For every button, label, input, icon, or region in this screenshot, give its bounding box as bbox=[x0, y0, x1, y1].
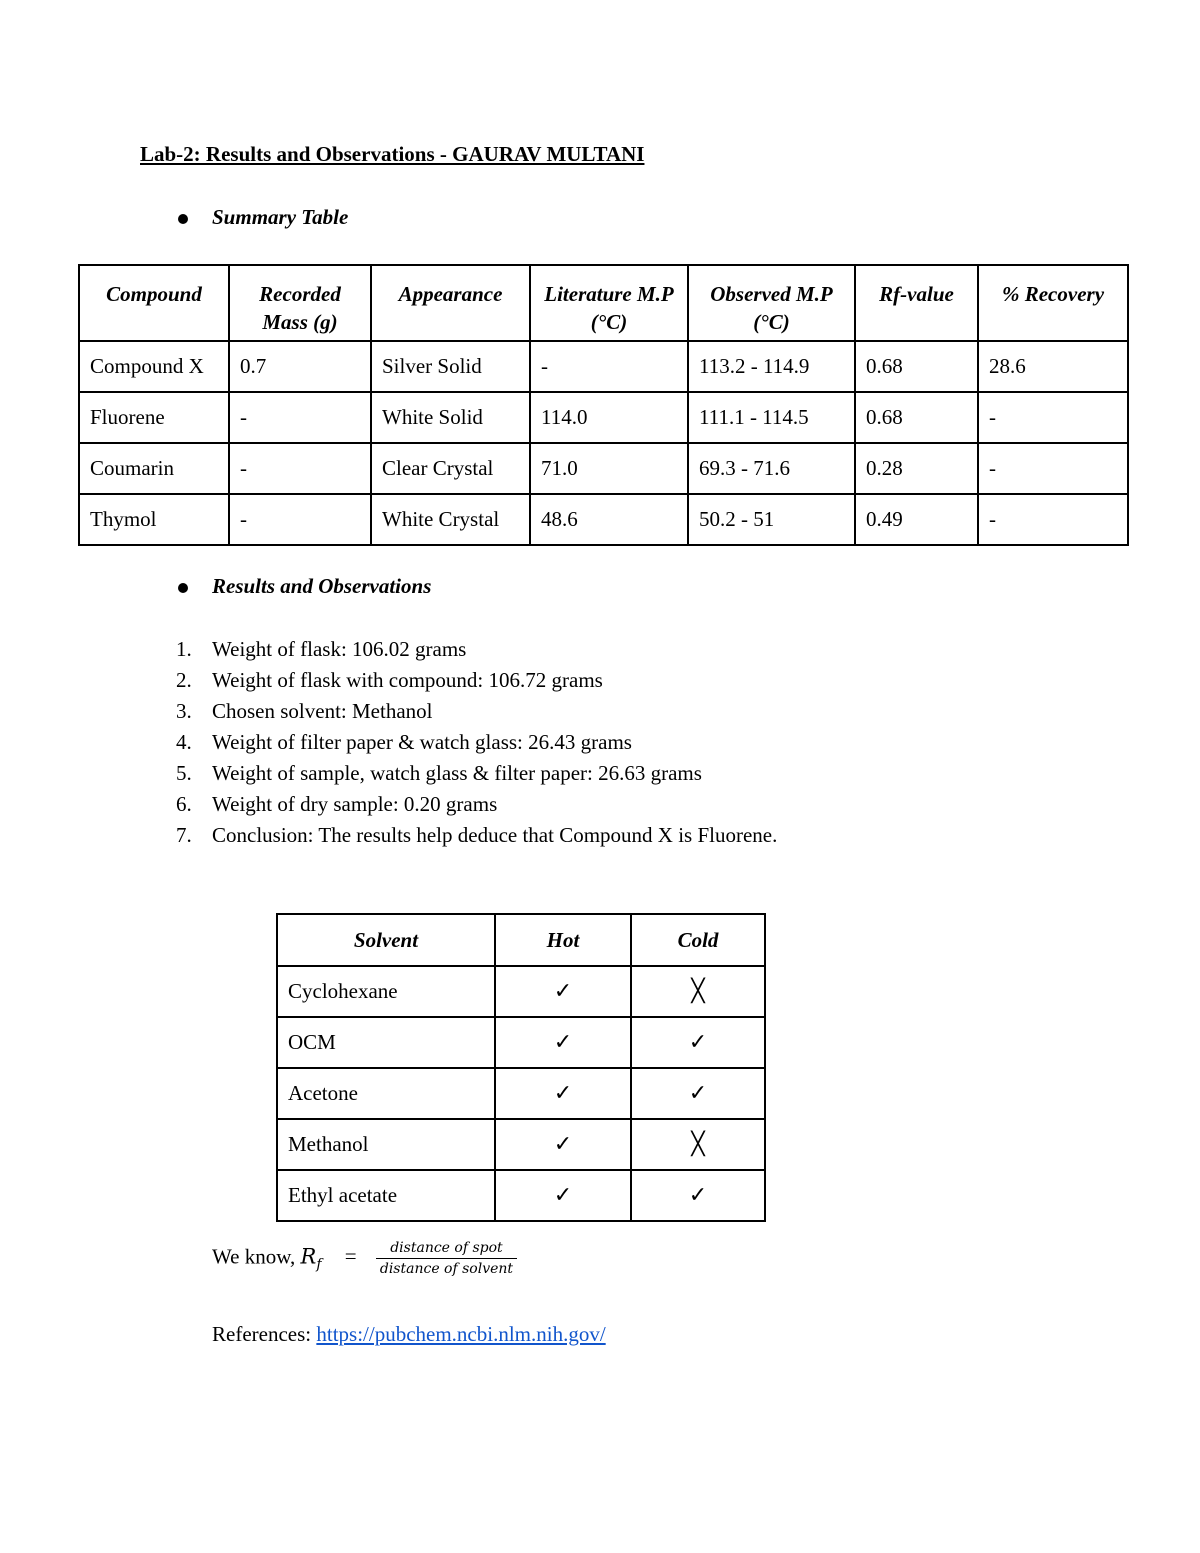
solvent-name: Cyclohexane bbox=[277, 966, 495, 1017]
formula-prefix: We know, bbox=[212, 1244, 301, 1269]
formula-equals: = bbox=[344, 1244, 357, 1269]
header-literature-mp: Literature M.P (°C) bbox=[530, 265, 688, 341]
list-item-text: Weight of flask with compound: 106.72 grams bbox=[212, 668, 603, 692]
check-icon: ✓ bbox=[495, 1119, 631, 1170]
document-title: Lab-2: Results and Observations - GAURAV MULTANI bbox=[140, 142, 645, 166]
table-cell: - bbox=[229, 494, 371, 545]
table-row bbox=[277, 1170, 765, 1221]
list-item-text: Weight of filter paper & watch glass: 26.43 grams bbox=[212, 730, 632, 754]
list-number: 2. bbox=[176, 668, 192, 692]
formula-denominator: distance of solvent bbox=[379, 1261, 514, 1277]
list-item bbox=[176, 789, 777, 820]
solvent-name: Acetone bbox=[277, 1068, 495, 1119]
table-cell: 111.1 - 114.5 bbox=[688, 392, 855, 443]
header-rf-value: Rf-value bbox=[855, 265, 978, 341]
table-cell: 28.6 bbox=[978, 341, 1128, 392]
header-observed-mp: Observed M.P (°C) bbox=[688, 265, 855, 341]
check-icon: ✓ bbox=[631, 1068, 765, 1119]
formula-symbol: R bbox=[300, 1244, 317, 1269]
table-cell: 50.2 - 51 bbox=[688, 494, 855, 545]
header-hot: Hot bbox=[495, 914, 631, 966]
list-number: 6. bbox=[176, 792, 192, 816]
bullet-icon bbox=[178, 214, 188, 224]
table-cell: - bbox=[978, 443, 1128, 494]
table-cell: 114.0 bbox=[530, 392, 688, 443]
cross-icon: ╳ bbox=[631, 966, 765, 1017]
table-cell: 113.2 - 114.9 bbox=[688, 341, 855, 392]
references bbox=[212, 1322, 606, 1347]
table-cell: White Crystal bbox=[371, 494, 530, 545]
table-cell: 0.49 bbox=[855, 494, 978, 545]
table-cell: 0.68 bbox=[855, 341, 978, 392]
summary-heading-text: Summary Table bbox=[212, 205, 349, 229]
list-item bbox=[176, 727, 777, 758]
table-cell: 48.6 bbox=[530, 494, 688, 545]
solvent-name: Ethyl acetate bbox=[277, 1170, 495, 1221]
list-number: 4. bbox=[176, 730, 192, 754]
check-icon: ✓ bbox=[495, 1017, 631, 1068]
header-cold: Cold bbox=[631, 914, 765, 966]
table-row bbox=[277, 1068, 765, 1119]
check-icon: ✓ bbox=[631, 1170, 765, 1221]
summary-table bbox=[78, 264, 1129, 546]
solvent-name: OCM bbox=[277, 1017, 495, 1068]
table-cell: Clear Crystal bbox=[371, 443, 530, 494]
list-number: 1. bbox=[176, 637, 192, 661]
table-cell: - bbox=[530, 341, 688, 392]
rf-formula bbox=[212, 1240, 517, 1277]
table-cell: - bbox=[978, 494, 1128, 545]
table-row bbox=[277, 966, 765, 1017]
results-heading-text: Results and Observations bbox=[212, 574, 432, 598]
table-row bbox=[277, 1119, 765, 1170]
list-number: 7. bbox=[176, 823, 192, 847]
table-cell: 69.3 - 71.6 bbox=[688, 443, 855, 494]
table-cell: White Solid bbox=[371, 392, 530, 443]
table-row bbox=[79, 392, 1128, 443]
summary-heading bbox=[212, 205, 348, 230]
table-row bbox=[79, 443, 1128, 494]
table-cell: 0.7 bbox=[229, 341, 371, 392]
check-icon: ✓ bbox=[495, 1170, 631, 1221]
formula-subscript: f bbox=[316, 1256, 322, 1273]
check-icon: ✓ bbox=[495, 966, 631, 1017]
table-cell: 0.68 bbox=[855, 392, 978, 443]
table-cell: Fluorene bbox=[79, 392, 229, 443]
table-cell: Silver Solid bbox=[371, 341, 530, 392]
table-cell: - bbox=[229, 392, 371, 443]
cross-icon: ╳ bbox=[631, 1119, 765, 1170]
list-item-text: Weight of flask: 106.02 grams bbox=[212, 637, 467, 661]
table-cell: 0.28 bbox=[855, 443, 978, 494]
reference-link[interactable]: https://pubchem.ncbi.nlm.nih.gov/ bbox=[316, 1322, 606, 1346]
header-appearance: Appearance bbox=[371, 265, 530, 341]
solvent-name: Methanol bbox=[277, 1119, 495, 1170]
table-cell: - bbox=[978, 392, 1128, 443]
table-cell: - bbox=[229, 443, 371, 494]
solvent-table bbox=[276, 913, 766, 1222]
header-solvent: Solvent bbox=[277, 914, 495, 966]
list-item-text: Conclusion: The results help deduce that Compound X is Fluorene. bbox=[212, 823, 778, 847]
table-row bbox=[277, 1017, 765, 1068]
list-item-text: Weight of sample, watch glass & filter paper: 26.63 grams bbox=[212, 761, 702, 785]
results-list bbox=[176, 634, 777, 851]
list-item bbox=[176, 820, 777, 851]
results-heading bbox=[212, 574, 431, 599]
table-row bbox=[79, 494, 1128, 545]
table-cell: Compound X bbox=[79, 341, 229, 392]
list-item-text: Weight of dry sample: 0.20 grams bbox=[212, 792, 498, 816]
summary-header-row bbox=[79, 265, 1128, 341]
table-row bbox=[79, 341, 1128, 392]
table-cell: 71.0 bbox=[530, 443, 688, 494]
list-item bbox=[176, 696, 777, 727]
list-number: 5. bbox=[176, 761, 192, 785]
check-icon: ✓ bbox=[495, 1068, 631, 1119]
formula-numerator: distance of spot bbox=[376, 1240, 517, 1259]
table-cell: Coumarin bbox=[79, 443, 229, 494]
header-recorded-mass: Recorded Mass (g) bbox=[229, 265, 371, 341]
list-item bbox=[176, 634, 777, 665]
bullet-icon bbox=[178, 583, 188, 593]
formula-fraction bbox=[376, 1240, 517, 1277]
header-recovery: % Recovery bbox=[978, 265, 1128, 341]
references-label: References: bbox=[212, 1322, 317, 1346]
list-item-text: Chosen solvent: Methanol bbox=[212, 699, 433, 723]
solvent-header-row bbox=[277, 914, 765, 966]
list-item bbox=[176, 665, 777, 696]
table-cell: Thymol bbox=[79, 494, 229, 545]
list-number: 3. bbox=[176, 699, 192, 723]
list-item bbox=[176, 758, 777, 789]
check-icon: ✓ bbox=[631, 1017, 765, 1068]
header-compound: Compound bbox=[79, 265, 229, 341]
